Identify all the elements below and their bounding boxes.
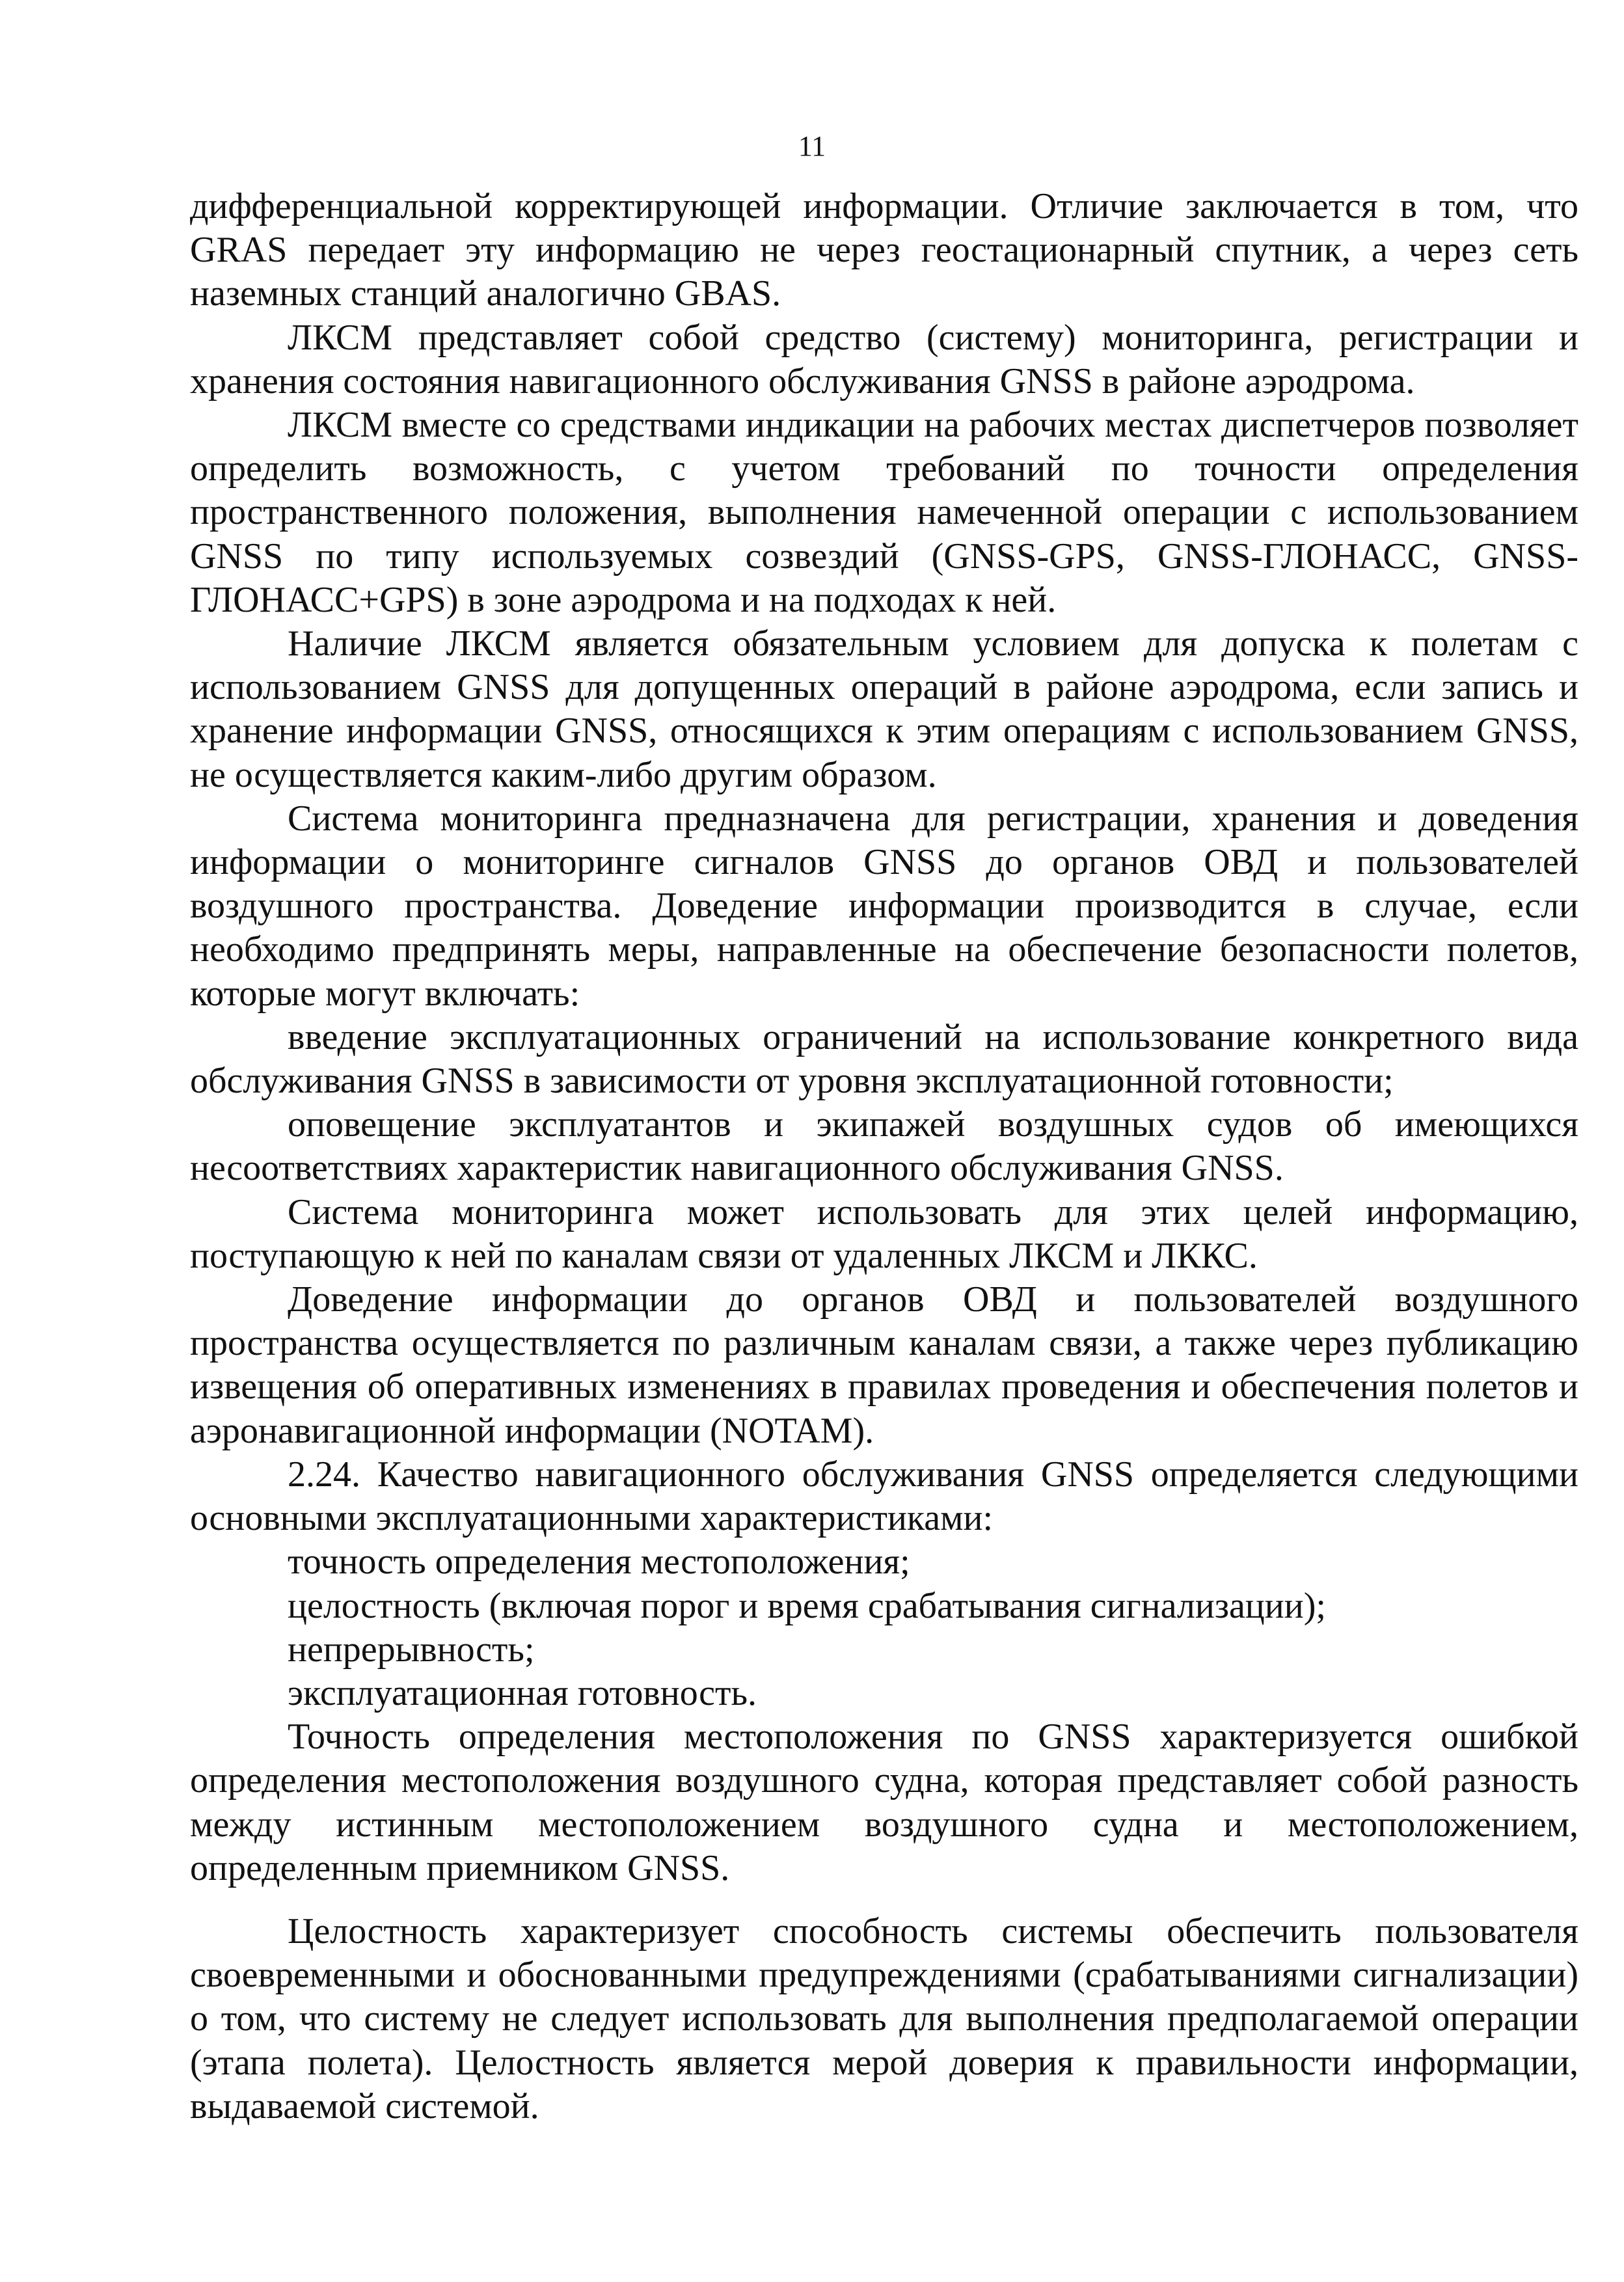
list-item-accuracy: точность определения местоположения; bbox=[288, 1542, 910, 1582]
list-item-continuity: непрерывность; bbox=[288, 1629, 535, 1670]
paragraph-accuracy-definition: Точность определения местоположения по GNSS характеризуется ошибкой определения местоположения воздушного судна, которая представляет собой разность между истинным местоположением воздушного судна и местоположением, определенным приемником GNSS. bbox=[190, 1717, 1578, 1888]
page-number: 11 bbox=[798, 130, 826, 162]
list-item-integrity: целостность (включая порог и время срабатывания сигнализации); bbox=[288, 1585, 1326, 1626]
paragraph-integrity-definition: Целостность характеризует способность системы обеспечить пользователя своевременными и обоснованными предупреждениями (срабатываниями сигнализации) о том, что систему не следует использовать для выполнения предполагаемой операции (этапа полета). Целостность является мерой доверия к правильности информации, выдаваемой системой. bbox=[190, 1910, 1578, 2126]
paragraph-remote-information: Система мониторинга может использовать для этих целей информацию, поступающую к ней по каналам связи от удаленных ЛКСМ и ЛККС. bbox=[190, 1191, 1578, 1276]
list-item-operational-limits: введение эксплуатационных ограничений на использование конкретного вида обслуживания GNSS в зависимости от уровня эксплуатационной готовности; bbox=[190, 1016, 1578, 1102]
paragraph-notam: Доведение информации до органов ОВД и пользователей воздушного пространства осуществляется по различным каналам связи, а также через публикацию извещения об оперативных изменениях в правилах проведения и обеспечения полетов и аэронавигационной информации (NOTAM). bbox=[190, 1279, 1578, 1451]
paragraph-monitoring-system: Система мониторинга предназначена для регистрации, хранения и доведения информации о мониторинге сигналов GNSS до органов ОВД и пользователей воздушного пространства. Доведение информации производится в случае, если необходимо предпринять меры, направленные на обеспечение безопасности полетов, которые могут включать: bbox=[190, 798, 1578, 1014]
paragraph-lksm-mandatory: Наличие ЛКСМ является обязательным условием для допуска к полетам с использованием GNSS для допущенных операций в районе аэродрома, если запись и хранение информации GNSS, относящихся к этим операциям с использованием GNSS, не осуществляется каким-либо другим образом. bbox=[190, 623, 1578, 795]
paragraph-gras-continuation: дифференциальной корректирующей информации. Отличие заключается в том, что GRAS передает эту информацию не через геостационарный спутник, а через сеть наземных станций аналогично GBAS. bbox=[190, 186, 1578, 314]
list-item-availability: эксплуатационная готовность. bbox=[288, 1672, 757, 1713]
page-body bbox=[190, 185, 1578, 2128]
section-2-24: 2.24. Качество навигационного обслуживания GNSS определяется следующими основными эксплуатационными характеристиками: bbox=[190, 1454, 1578, 1539]
paragraph-lksm-definition: ЛКСМ представляет собой средство (систему) мониторинга, регистрации и хранения состояния навигационного обслуживания GNSS в районе аэродрома. bbox=[190, 317, 1578, 401]
list-item-operator-notification: оповещение эксплуатантов и экипажей воздушных судов об имеющихся несоответствиях характеристик навигационного обслуживания GNSS. bbox=[190, 1104, 1578, 1189]
paragraph-lksm-indication: ЛКСМ вместе со средствами индикации на рабочих местах диспетчеров позволяет определить возможность, с учетом требований по точности определения пространственного положения, выполнения намеченной операции с использованием GNSS по типу используемых созвездий (GNSS-GPS, GNSS-ГЛОНАСС, GNSS-ГЛОНАСС+GPS) в зоне аэродрома и на подходах к ней. bbox=[190, 405, 1578, 620]
